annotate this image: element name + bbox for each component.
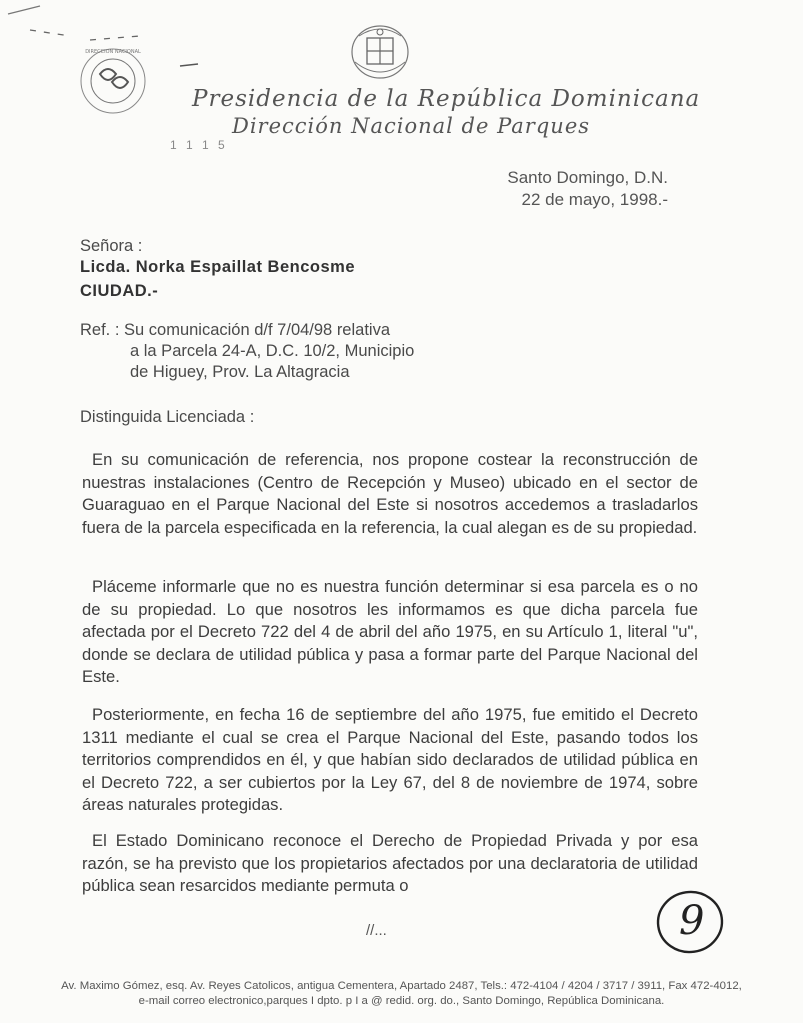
page-number: 9 xyxy=(679,898,705,944)
letterhead-title: Presidencia de la República Dominicana xyxy=(192,86,701,112)
paragraph-2: Pláceme informarle que no es nuestra función determinar si esa parcela es o no de su propiedad. Lo que nosotros les informamos es que dicha parcela fue afectada por el Decreto 722 del 4 de abril del año 1975, en su Artículo 1, literal "u", donde se declara de utilidad pública y pasa a formar parte del Parque Nacional del Este. xyxy=(82,577,698,687)
reference-line-1: Ref. : Su comunicación d/f 7/04/98 relativa xyxy=(80,321,391,339)
date-day: 22 de mayo, 1998.- xyxy=(521,190,668,209)
salutation: Señora : xyxy=(80,237,143,255)
reference-line-2: a la Parcela 24-A, D.C. 10/2, Municipio xyxy=(130,342,415,360)
footer-email: e-mail correo electronico,parques I dpto. p I a @ redid. org. do., Santo Domingo, República Dominicana. xyxy=(138,995,665,1007)
stamp-number: 1 1 1 5 xyxy=(170,138,228,152)
svg-text:DIRECCION NACIONAL: DIRECCION NACIONAL xyxy=(85,49,141,55)
greeting: Distinguida Licenciada : xyxy=(80,408,255,426)
page-number-circle xyxy=(645,880,735,960)
recipient-city: CIUDAD.- xyxy=(80,282,159,300)
paragraph-1: En su comunicación de referencia, nos propone costear la reconstrucción de nuestras instalaciones (Centro de Recepción y Museo) ubicado en el sector de Guaraguao en el Parque Nacional del Este si nosotros accedemos a trasladarlos fuera de la parcela especificada en la referencia, la cual alegan es de su propiedad. xyxy=(82,450,698,537)
recipient-name: Licda. Norka Espaillat Bencosme xyxy=(80,258,356,276)
paragraph-3: Posteriormente, en fecha 16 de septiembre del año 1975, fue emitido el Decreto 1311 mediante el cual se crea el Parque Nacional del Este, pasando todos los territorios comprendidos en él, y que habían sido declarados de utilidad pública en el Decreto 722, a ser cubiertos por la Ley 67, del 8 de noviembre de 1974, sobre áreas naturales protegidas. xyxy=(82,705,698,815)
continuation-mark: //... xyxy=(366,922,387,939)
footer-address: Av. Maximo Gómez, esq. Av. Reyes Catolicos, antigua Cementera, Apartado 2487, Tels.: 472-4104 / 4204 / 3717 / 3911, Fax 472-4012, xyxy=(61,980,742,992)
parks-logo-icon xyxy=(78,46,148,116)
letterhead-subtitle: Dirección Nacional de Parques xyxy=(232,114,591,138)
coat-of-arms-icon xyxy=(345,22,415,84)
date-place: Santo Domingo, D.N. xyxy=(507,168,668,187)
paragraph-4: El Estado Dominicano reconoce el Derecho de Propiedad Privada y por esa razón, se ha previsto que los propietarios afectados por una declaratoria de utilidad pública sean resarcidos mediante permuta o xyxy=(82,831,698,896)
reference-line-3: de Higuey, Prov. La Altagracia xyxy=(130,363,350,381)
